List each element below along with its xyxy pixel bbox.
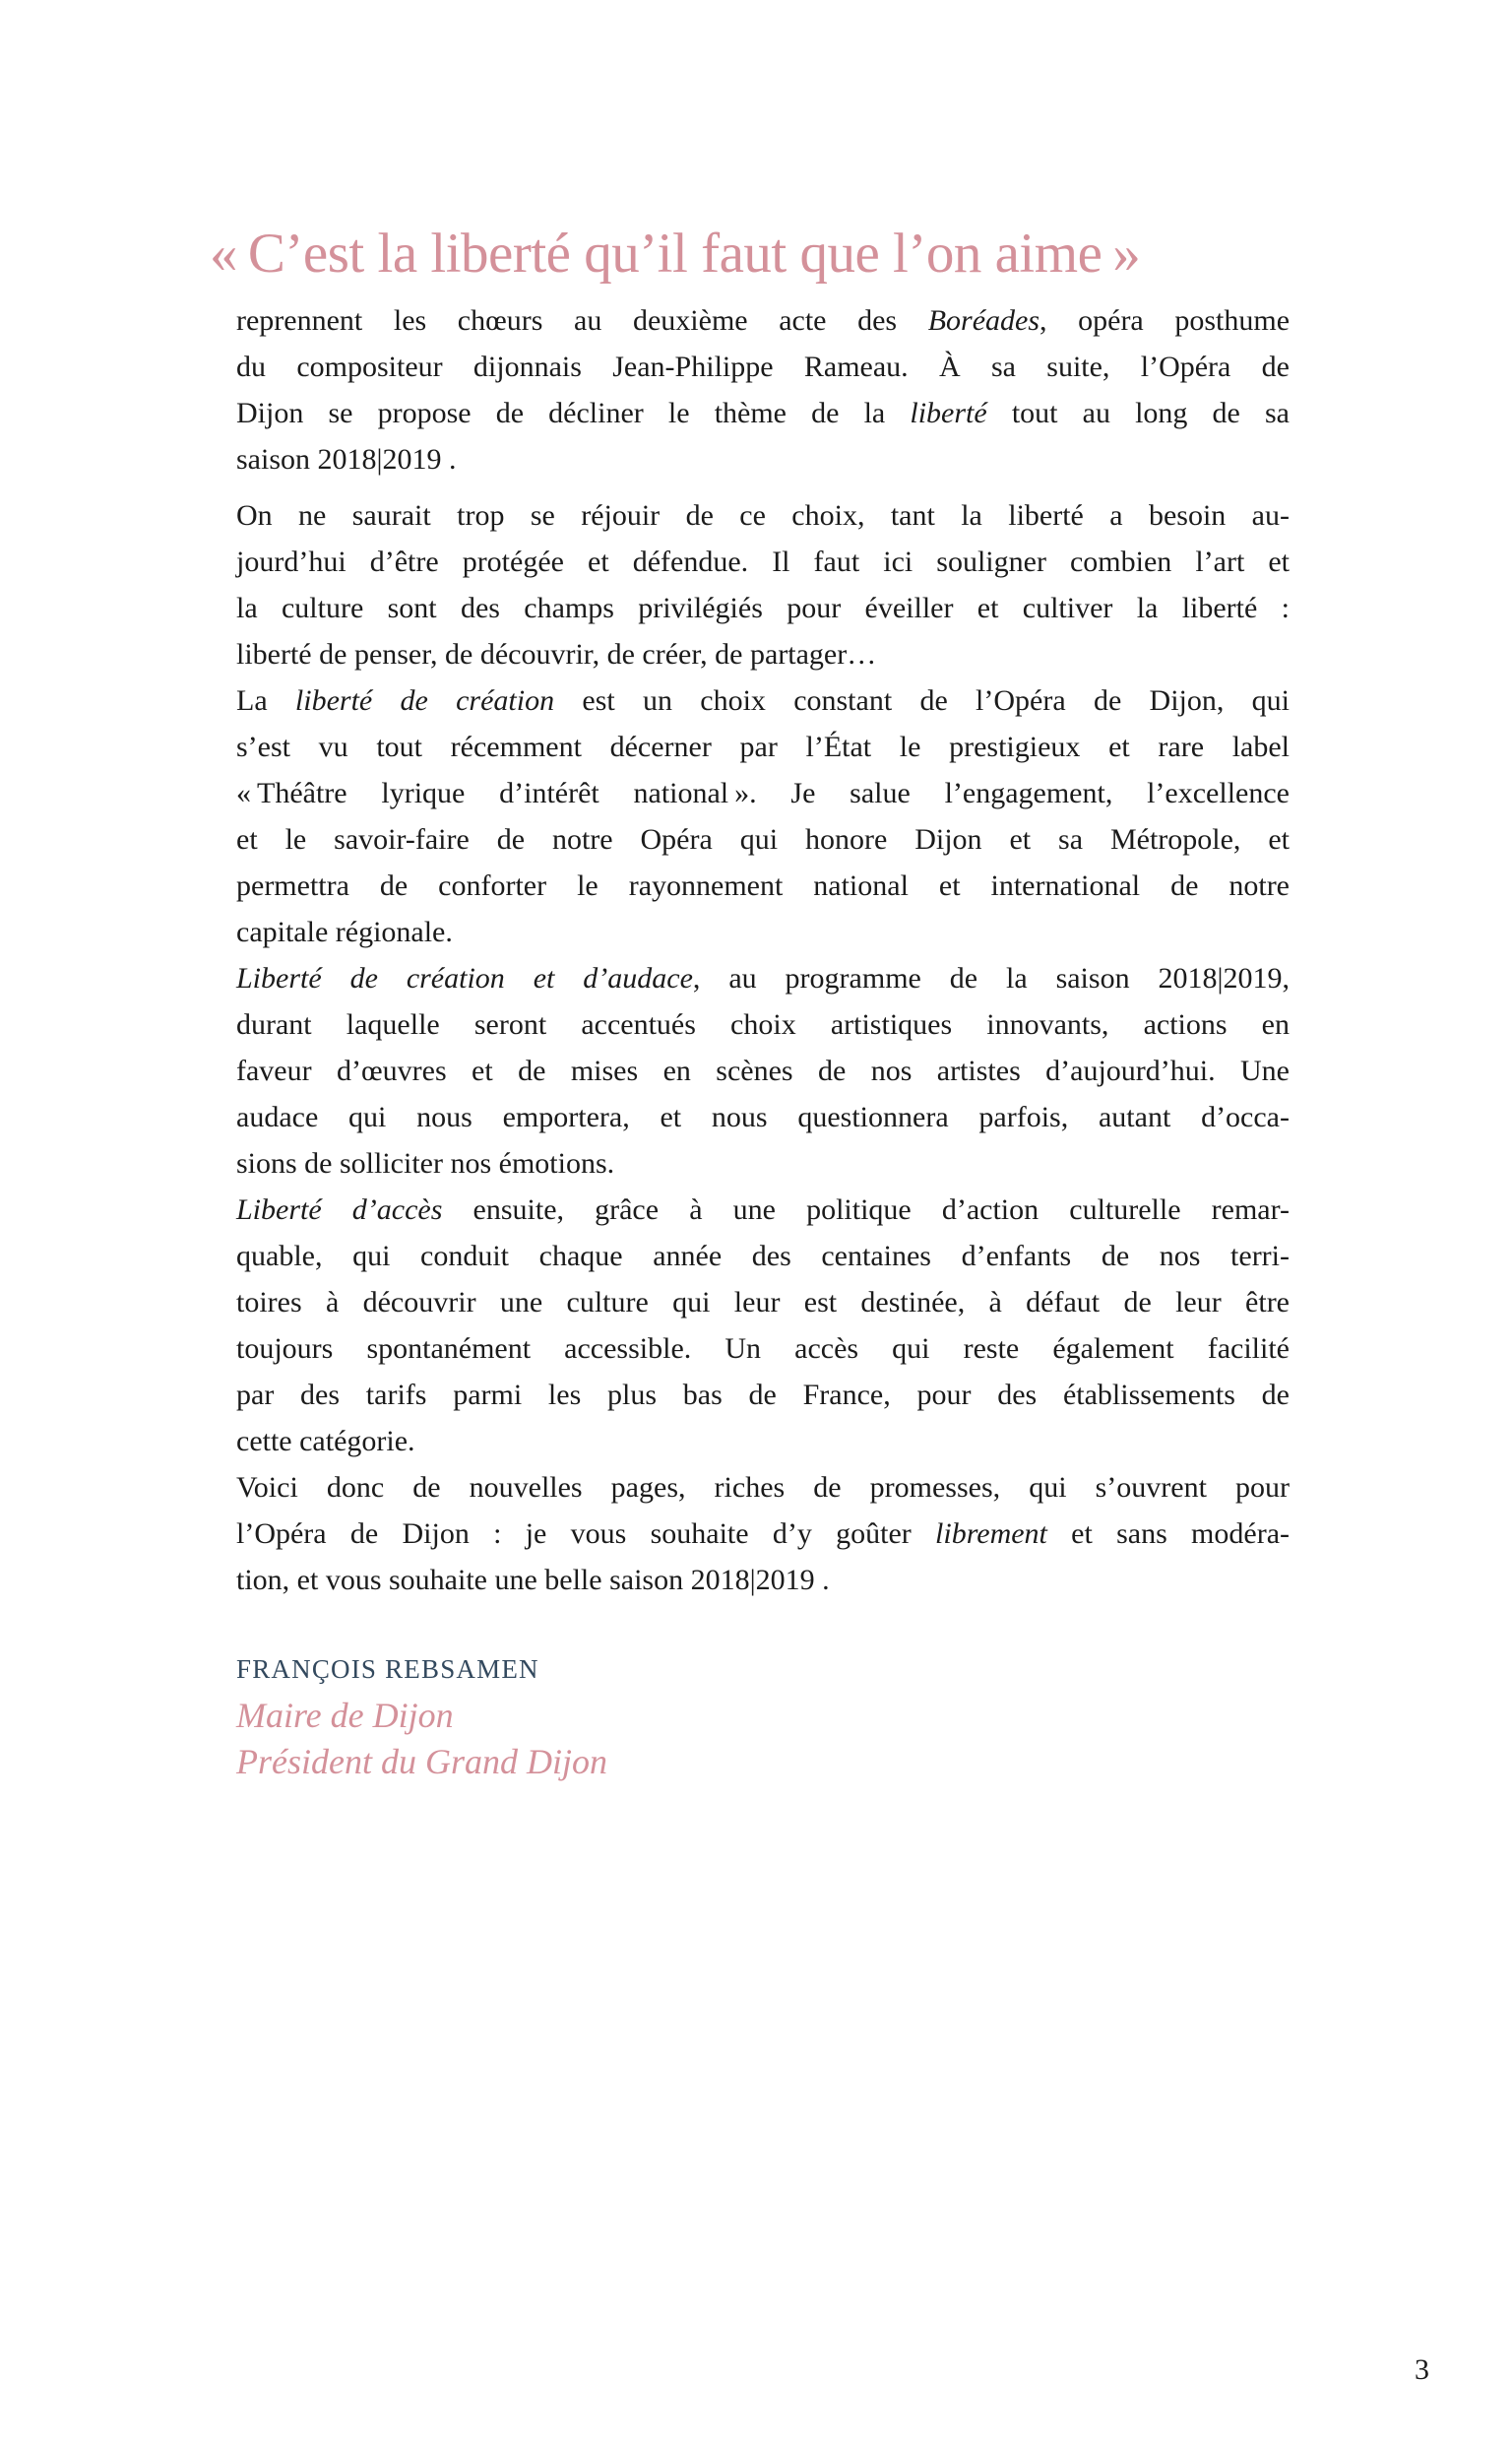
text-line (236, 1001, 1290, 1048)
text-line (236, 492, 1290, 539)
text-segment: toujours spontanément accessible. Un accès qui reste également facilité (236, 1332, 1290, 1365)
italic-text-segment: liberté de création (294, 684, 555, 717)
italic-text-segment: Boréades (927, 304, 1040, 337)
text-line (236, 863, 1290, 909)
text-line (236, 436, 1290, 482)
paragraph (236, 955, 1290, 1187)
text-segment: et le savoir-faire de notre Opéra qui honore Dijon et sa Métropole, et (236, 823, 1290, 856)
text-line (236, 297, 1290, 344)
text-line (236, 1325, 1290, 1372)
text-segment: Dijon se propose de décliner le thème de la (236, 397, 911, 429)
page-number: 3 (1415, 2353, 1429, 2386)
text-segment: tion, et vous souhaite une belle saison 2018|2019 . (236, 1564, 830, 1596)
paragraph (236, 677, 1290, 955)
text-segment: ensuite, grâce à une politique d’action culturelle remar- (442, 1193, 1290, 1226)
text-segment: sions de solliciter nos émotions. (236, 1147, 615, 1180)
text-line (236, 1279, 1290, 1325)
text-line (236, 1187, 1290, 1233)
text-line (236, 1372, 1290, 1418)
text-segment: permettra de conforter le rayonnement national et international de notre (236, 869, 1290, 902)
text-segment: saison 2018|2019 . (236, 443, 457, 476)
paragraph (236, 1187, 1290, 1464)
text-line (236, 344, 1290, 390)
page-title: « C’est la liberté qu’il faut que l’on aime » (210, 223, 1141, 285)
text-line (236, 677, 1290, 724)
text-line (236, 1464, 1290, 1511)
essay-body (236, 297, 1290, 1603)
text-segment: est un choix constant de l’Opéra de Dijon, qui (554, 684, 1290, 717)
italic-text-segment: Liberté d’accès (236, 1193, 443, 1226)
italic-text-segment: librement (935, 1517, 1047, 1550)
text-segment: la culture sont des champs privilégiés pour éveiller et cultiver la liberté : (236, 592, 1290, 624)
text-segment: toires à découvrir une culture qui leur est destinée, à défaut de leur être (236, 1286, 1290, 1318)
paragraph (236, 492, 1290, 677)
text-segment: , opéra posthume (1040, 304, 1291, 337)
signature-block (236, 1646, 607, 1785)
text-segment: liberté de penser, de découvrir, de créer, de partager… (236, 638, 877, 671)
text-line (236, 631, 1290, 677)
text-line (236, 585, 1290, 631)
text-line (236, 1511, 1290, 1557)
signature-role-president: Président du Grand Dijon (236, 1742, 607, 1781)
paragraph (236, 1464, 1290, 1603)
text-line (236, 1048, 1290, 1094)
text-segment: capitale régionale. (236, 916, 453, 948)
text-segment: s’est vu tout récemment décerner par l’État le prestigieux et rare label (236, 731, 1290, 763)
text-segment: quable, qui conduit chaque année des centaines d’enfants de nos terri- (236, 1240, 1290, 1272)
text-segment: l’Opéra de Dijon : je vous souhaite d’y goûter (236, 1517, 936, 1550)
text-segment: et sans modéra- (1046, 1517, 1290, 1550)
text-segment: jourd’hui d’être protégée et défendue. Il faut ici souligner combien l’art et (236, 546, 1290, 578)
text-segment: faveur d’œuvres et de mises en scènes de nos artistes d’aujourd’hui. Une (236, 1055, 1290, 1087)
text-line (236, 816, 1290, 863)
text-segment: La (236, 684, 295, 717)
italic-text-segment: Liberté de création et d’audace (236, 962, 693, 995)
signature-name: FRANÇOIS REBSAMEN (236, 1654, 539, 1684)
text-line (236, 909, 1290, 955)
text-segment: , au programme de la saison 2018|2019, (692, 962, 1290, 995)
text-segment: cette catégorie. (236, 1425, 415, 1457)
italic-text-segment: liberté (910, 397, 987, 429)
text-segment: du compositeur dijonnais Jean-Philippe Rameau. À sa suite, l’Opéra de (236, 351, 1290, 383)
text-line (236, 1094, 1290, 1140)
signature-role-mayor: Maire de Dijon (236, 1696, 454, 1735)
paragraph (236, 297, 1290, 482)
text-line (236, 1418, 1290, 1464)
text-line (236, 955, 1290, 1001)
text-segment: Voici donc de nouvelles pages, riches de promesses, qui s’ouvrent pour (236, 1471, 1290, 1504)
text-segment: audace qui nous emportera, et nous questionnera parfois, autant d’occa- (236, 1101, 1290, 1133)
text-segment: « Théâtre lyrique d’intérêt national ». Je salue l’engagement, l’excellence (236, 777, 1290, 809)
text-line (236, 724, 1290, 770)
text-line (236, 1233, 1290, 1279)
text-line (236, 1557, 1290, 1603)
text-line (236, 1140, 1290, 1187)
text-line (236, 539, 1290, 585)
text-segment: tout au long de sa (986, 397, 1290, 429)
text-line (236, 390, 1290, 436)
text-segment: durant laquelle seront accentués choix artistiques innovants, actions en (236, 1008, 1290, 1041)
text-segment: On ne saurait trop se réjouir de ce choix, tant la liberté a besoin au- (236, 499, 1290, 532)
text-segment: par des tarifs parmi les plus bas de France, pour des établissements de (236, 1379, 1290, 1411)
text-line (236, 770, 1290, 816)
text-segment: reprennent les chœurs au deuxième acte des (236, 304, 928, 337)
